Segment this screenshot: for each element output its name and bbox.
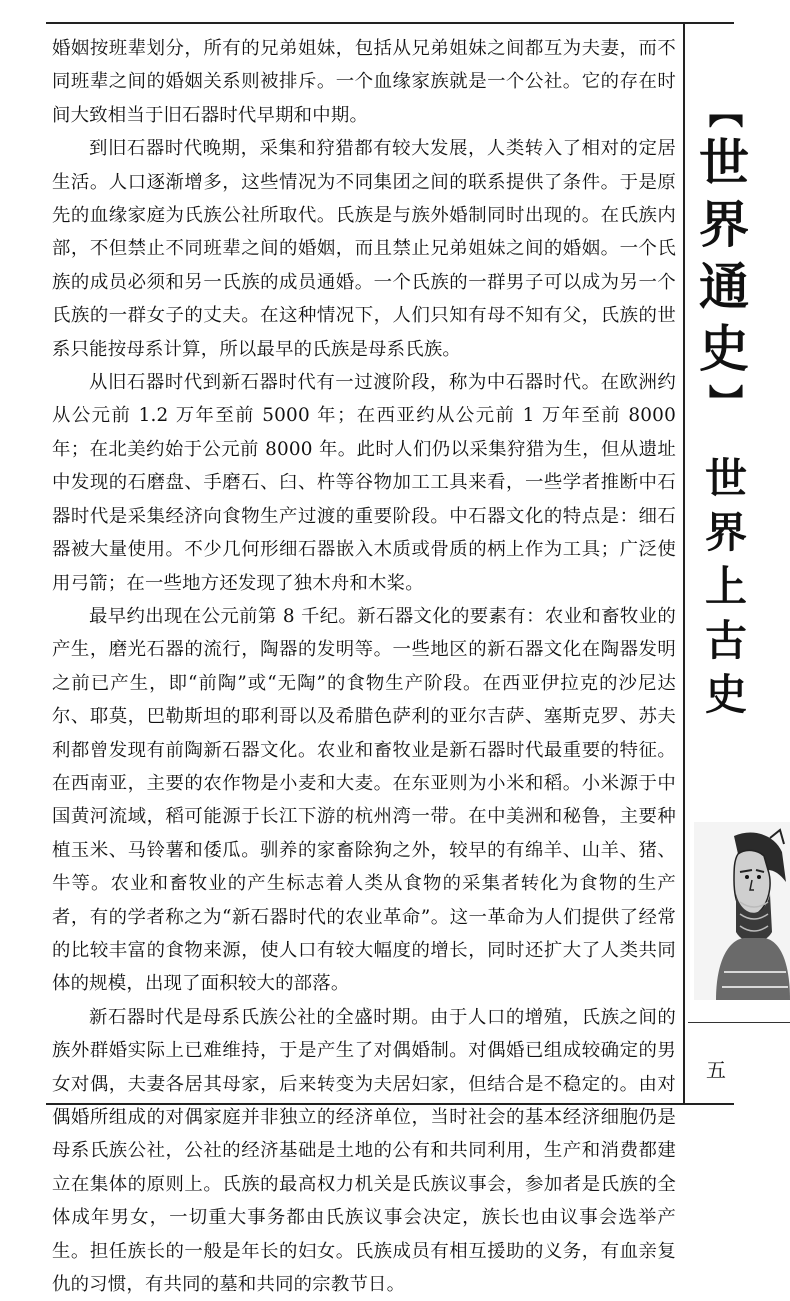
warrior-portrait-illustration: [694, 822, 790, 1000]
sidebar: [686, 22, 790, 1105]
paragraph-2: 到旧石器时代晚期，采集和狩猎都有较大发展，人类转入了相对的定居生活。人口逐渐增多，这些情况为不同集团之间的联系提供了条件。于是原先的血缘家庭为氏族公社所取代。氏族是与族外婚制同时出现的。在氏族内部，不但禁止不同班辈之间的婚姻，而且禁止兄弟姐妹之间的婚姻。一个氏族的成员必须和另一氏族的成员通婚。一个氏族的一群男子可以成为另一个氏族的一群女子的丈夫。在这种情况下，人们只知有母不知有父，氏族的世系只能按母系计算，所以最早的氏族是母系氏族。: [52, 138, 676, 360]
page-number: 五: [706, 1058, 726, 1082]
paragraph-5: 新石器时代是母系氏族公社的全盛时期。由于人口的增殖，氏族之间的族外群婚实际上已难维持，于是产生了对偶婚制。对偶婚已组成较确定的男女对偶，夫妻各居其母家，后来转变为夫居妇家，但结合是不稳定的。由对偶婚所组成的对偶家庭并非独立的经济单位，当时社会的基本经济细胞仍是母系氏族公社，公社的经济基础是土地的公有和共同利用，生产和消费都建立在集体的原则上。氏族的最高权力机关是氏族议事会，参加者是氏族的全体成年男女，一切重大事务都由氏族议事会决定，族长也由议事会选举产生。担任族长的一般是年长的妇女。氏族成员有相互援助的义务，有血亲复仇的习惯，有共同的墓和共同的宗教节日。: [52, 1006, 676, 1296]
sidebar-divider: [683, 22, 685, 1105]
book-title-char: 世: [699, 134, 749, 192]
section-title-char: 世: [704, 454, 747, 503]
book-title-char: 通: [699, 258, 749, 316]
main-text: [52, 32, 676, 1301]
page-number-rule: [688, 1022, 790, 1023]
book-title-char: 史: [699, 320, 749, 378]
paragraph-4: 最早约出现在公元前第 8 千纪。新石器文化的要素有：农业和畜牧业的产生，磨光石器的流行，陶器的发明等。一些地区的新石器文化在陶器发明之前已产生，即“前陶”或“无陶”的食物生产阶段。在西亚伊拉克的沙尼达尔、耶莫，巴勒斯坦的耶利哥以及希腊色萨利的亚尔吉萨、塞斯克罗、苏夫利都曾发现有前陶新石器文化。农业和畜牧业是新石器时代最重要的特征。在西南亚，主要的农作物是小麦和大麦。在东亚则为小米和稻。小米源于中国黄河流域，稻可能源于长江下游的杭州湾一带。在中美洲和秘鲁，主要种植玉米、马铃薯和倭瓜。驯养的家畜除狗之外，较早的有绵羊、山羊、猪、牛等。农业和畜牧业的产生标志着人类从食物的采集者转化为食物的生产者，有的学者称之为“新石器时代的农业革命”。这一革命为人们提供了经常的比较丰富的食物来源，使人口有较大幅度的增长，同时还扩大了人类共同体的规模，出现了面积较大的部落。: [52, 605, 676, 995]
bracket-open: 【: [704, 94, 744, 128]
book-title-char: 界: [699, 196, 749, 254]
section-title-char: 史: [704, 670, 747, 719]
section-title: [698, 452, 754, 722]
section-title-char: 上: [704, 562, 747, 611]
section-title-char: 界: [704, 508, 747, 557]
bracket-close: 】: [704, 384, 744, 418]
section-title-char: 古: [704, 616, 747, 665]
top-rule: [46, 22, 734, 24]
book-title: [690, 96, 758, 416]
paragraph-3: 从旧石器时代到新石器时代有一过渡阶段，称为中石器时代。在欧洲约从公元前 1.2 万年至前 5000 年；在西亚约从公元前 1 万年至前 8000 年；在北美约始于公元前 8000 年。此时人们仍以采集狩猎为生，但从遗址中发现的石磨盘、手磨石、臼、杵等谷物加工工具来看，一些学者推断中石器时代是采集经济向食物生产过渡的重要阶段。中石器文化的特点是：细石器被大量使用。不少几何形细石器嵌入木质或骨质的柄上作为工具；广泛使用弓箭；在一些地方还发现了独木舟和木桨。: [52, 372, 676, 594]
paragraph-1: 婚姻按班辈划分，所有的兄弟姐妹，包括从兄弟姐妹之间都互为夫妻，而不同班辈之间的婚姻关系则被排斥。一个血缘家族就是一个公社。它的存在时间大致相当于旧石器时代早期和中期。: [52, 38, 676, 126]
